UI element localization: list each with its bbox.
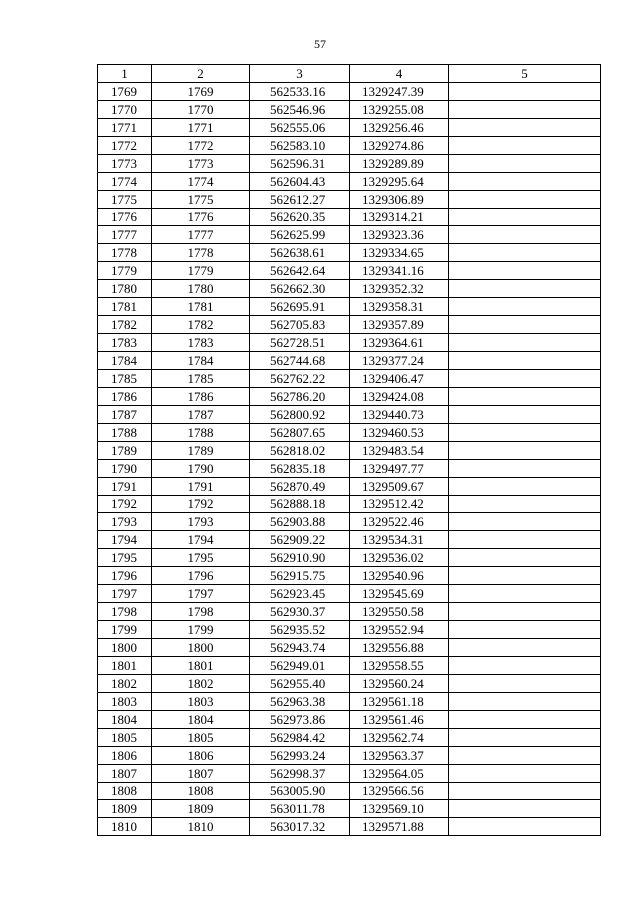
table-cell-col-4: 1329289.89 [350,154,449,172]
table-cell-col-5 [449,621,601,639]
table-row [98,423,601,441]
table-cell-col-1: 1777 [98,226,152,244]
table-cell-col-4: 1329556.88 [350,639,449,657]
table-row [98,244,601,262]
table-cell-col-4: 1329571.88 [350,818,449,836]
table-row [98,82,601,100]
table-cell-col-1: 1782 [98,316,152,334]
table-cell-col-3: 562888.18 [250,495,350,513]
table-cell-col-2: 1784 [152,352,250,370]
table-cell-col-1: 1788 [98,423,152,441]
table-cell-col-2: 1807 [152,764,250,782]
table-cell-col-1: 1778 [98,244,152,262]
table-cell-col-5 [449,190,601,208]
table-cell-col-1: 1771 [98,118,152,136]
table-row [98,585,601,603]
table-cell-col-4: 1329563.37 [350,746,449,764]
table-cell-col-2: 1774 [152,172,250,190]
table-cell-col-1: 1774 [98,172,152,190]
table-cell-col-2: 1783 [152,334,250,352]
table-cell-col-2: 1771 [152,118,250,136]
table-cell-col-5 [449,316,601,334]
table-cell-col-4: 1329255.08 [350,100,449,118]
table-row [98,226,601,244]
table-cell-col-5 [449,531,601,549]
table-cell-col-4: 1329424.08 [350,387,449,405]
table-cell-col-4: 1329440.73 [350,405,449,423]
table-row [98,136,601,154]
table-cell-col-2: 1789 [152,441,250,459]
table-cell-col-2: 1809 [152,800,250,818]
table-cell-col-4: 1329522.46 [350,513,449,531]
table-cell-col-3: 562818.02 [250,441,350,459]
table-cell-col-3: 563017.32 [250,818,350,836]
table-cell-col-5 [449,567,601,585]
table-cell-col-3: 562762.22 [250,369,350,387]
table-cell-col-2: 1776 [152,208,250,226]
table-cell-col-5 [449,369,601,387]
table-row [98,190,601,208]
table-cell-col-4: 1329561.46 [350,710,449,728]
table-cell-col-4: 1329341.16 [350,262,449,280]
table-cell-col-2: 1798 [152,603,250,621]
table-cell-col-1: 1806 [98,746,152,764]
table-cell-col-2: 1805 [152,728,250,746]
table-cell-col-4: 1329247.39 [350,82,449,100]
table-cell-col-1: 1796 [98,567,152,585]
table-cell-col-4: 1329357.89 [350,316,449,334]
table-cell-col-5 [449,764,601,782]
table-cell-col-2: 1794 [152,531,250,549]
table-cell-col-5 [449,226,601,244]
table-cell-col-5 [449,136,601,154]
table-cell-col-4: 1329352.32 [350,280,449,298]
table-cell-col-5 [449,513,601,531]
table-cell-col-3: 562949.01 [250,656,350,674]
table-cell-col-5 [449,387,601,405]
table-cell-col-3: 562695.91 [250,298,350,316]
table-cell-col-2: 1782 [152,316,250,334]
table-cell-col-1: 1800 [98,639,152,657]
table-cell-col-2: 1803 [152,692,250,710]
table-cell-col-3: 562998.37 [250,764,350,782]
table-row [98,298,601,316]
table-cell-col-4: 1329550.58 [350,603,449,621]
table-cell-col-3: 562807.65 [250,423,350,441]
table-cell-col-1: 1784 [98,352,152,370]
table-cell-col-5 [449,280,601,298]
table-cell-col-5 [449,549,601,567]
table-cell-col-4: 1329274.86 [350,136,449,154]
table-cell-col-5 [449,800,601,818]
table-cell-col-2: 1781 [152,298,250,316]
table-cell-col-3: 562638.61 [250,244,350,262]
table-cell-col-3: 562620.35 [250,208,350,226]
table-cell-col-4: 1329358.31 [350,298,449,316]
table-row [98,746,601,764]
table-cell-col-2: 1799 [152,621,250,639]
table-cell-col-2: 1796 [152,567,250,585]
table-cell-col-4: 1329497.77 [350,459,449,477]
table-cell-col-3: 562993.24 [250,746,350,764]
table-cell-col-2: 1770 [152,100,250,118]
table-row [98,172,601,190]
table-cell-col-3: 562744.68 [250,352,350,370]
table-cell-col-2: 1778 [152,244,250,262]
table-cell-col-1: 1770 [98,100,152,118]
table-cell-col-2: 1788 [152,423,250,441]
table-cell-col-5 [449,100,601,118]
table-cell-col-1: 1794 [98,531,152,549]
table-cell-col-3: 562800.92 [250,405,350,423]
table-cell-col-1: 1801 [98,656,152,674]
table-row [98,728,601,746]
table-cell-col-1: 1775 [98,190,152,208]
table-cell-col-2: 1797 [152,585,250,603]
table-cell-col-1: 1780 [98,280,152,298]
table-cell-col-3: 563011.78 [250,800,350,818]
table-cell-col-1: 1791 [98,477,152,495]
table-row [98,118,601,136]
table-cell-col-2: 1779 [152,262,250,280]
table-cell-col-2: 1804 [152,710,250,728]
table-cell-col-2: 1786 [152,387,250,405]
table-cell-col-2: 1795 [152,549,250,567]
table-row [98,208,601,226]
table-cell-col-4: 1329512.42 [350,495,449,513]
table-cell-col-4: 1329314.21 [350,208,449,226]
table-cell-col-2: 1775 [152,190,250,208]
table-cell-col-5 [449,405,601,423]
table-cell-col-3: 562909.22 [250,531,350,549]
table-cell-col-1: 1795 [98,549,152,567]
table-cell-col-4: 1329540.96 [350,567,449,585]
table-cell-col-3: 562923.45 [250,585,350,603]
table-cell-col-3: 562870.49 [250,477,350,495]
table-row [98,674,601,692]
table-cell-col-5 [449,172,601,190]
table-cell-col-1: 1781 [98,298,152,316]
table-row [98,477,601,495]
table-cell-col-1: 1772 [98,136,152,154]
table-cell-col-3: 562662.30 [250,280,350,298]
table-cell-col-3: 562935.52 [250,621,350,639]
table-cell-col-1: 1798 [98,603,152,621]
table-cell-col-4: 1329562.74 [350,728,449,746]
header-row [98,65,601,83]
table-cell-col-3: 562705.83 [250,316,350,334]
table-cell-col-5 [449,495,601,513]
table-cell-col-4: 1329377.24 [350,352,449,370]
table-row [98,764,601,782]
header-col-3: 3 [250,65,350,83]
table-cell-col-3: 562984.42 [250,728,350,746]
table-cell-col-3: 562596.31 [250,154,350,172]
table-cell-col-1: 1786 [98,387,152,405]
table-cell-col-2: 1793 [152,513,250,531]
table-header [98,65,601,83]
table-row [98,334,601,352]
table-cell-col-3: 562642.64 [250,262,350,280]
header-col-5: 5 [449,65,601,83]
table-cell-col-5 [449,82,601,100]
table-cell-col-5 [449,656,601,674]
table-row [98,531,601,549]
table-cell-col-2: 1773 [152,154,250,172]
table-row [98,352,601,370]
table-cell-col-3: 562533.16 [250,82,350,100]
table-cell-col-1: 1783 [98,334,152,352]
table-row [98,782,601,800]
table-cell-col-3: 562910.90 [250,549,350,567]
table-row [98,280,601,298]
table-cell-col-5 [449,441,601,459]
table-cell-col-1: 1769 [98,82,152,100]
coordinates-table [97,64,601,836]
table-cell-col-5 [449,334,601,352]
table-cell-col-3: 562963.38 [250,692,350,710]
table-cell-col-1: 1809 [98,800,152,818]
table-row [98,154,601,172]
table-cell-col-5 [449,423,601,441]
table-cell-col-2: 1780 [152,280,250,298]
table-cell-col-2: 1792 [152,495,250,513]
table-cell-col-5 [449,710,601,728]
table-cell-col-4: 1329406.47 [350,369,449,387]
table-cell-col-3: 562943.74 [250,639,350,657]
table-cell-col-3: 562786.20 [250,387,350,405]
table-cell-col-2: 1808 [152,782,250,800]
table-row [98,800,601,818]
table-cell-col-5 [449,477,601,495]
table-cell-col-2: 1785 [152,369,250,387]
table-cell-col-3: 562583.10 [250,136,350,154]
table-cell-col-5 [449,818,601,836]
table-cell-col-4: 1329483.54 [350,441,449,459]
table-row [98,692,601,710]
table-cell-col-4: 1329460.53 [350,423,449,441]
table-cell-col-5 [449,298,601,316]
table-row [98,441,601,459]
table-cell-col-2: 1772 [152,136,250,154]
table-cell-col-4: 1329295.64 [350,172,449,190]
table-row [98,405,601,423]
header-col-2: 2 [152,65,250,83]
table-cell-col-1: 1807 [98,764,152,782]
table-cell-col-5 [449,352,601,370]
table-cell-col-5 [449,244,601,262]
table-cell-col-1: 1808 [98,782,152,800]
table-row [98,459,601,477]
table-cell-col-5 [449,459,601,477]
table-cell-col-1: 1802 [98,674,152,692]
table-cell-col-5 [449,603,601,621]
header-col-4: 4 [350,65,449,83]
table-cell-col-1: 1803 [98,692,152,710]
table-cell-col-3: 562546.96 [250,100,350,118]
table-cell-col-1: 1797 [98,585,152,603]
table-cell-col-4: 1329560.24 [350,674,449,692]
table-cell-col-1: 1773 [98,154,152,172]
table-cell-col-4: 1329534.31 [350,531,449,549]
table-row [98,262,601,280]
table-cell-col-4: 1329536.02 [350,549,449,567]
table-cell-col-2: 1791 [152,477,250,495]
table-row [98,656,601,674]
table-cell-col-2: 1777 [152,226,250,244]
table-cell-col-1: 1804 [98,710,152,728]
table-cell-col-3: 562625.99 [250,226,350,244]
table-cell-col-3: 562604.43 [250,172,350,190]
table-cell-col-5 [449,692,601,710]
table-cell-col-2: 1801 [152,656,250,674]
table-cell-col-4: 1329323.36 [350,226,449,244]
page-number: 57 [314,37,326,51]
table-cell-col-1: 1790 [98,459,152,477]
table-cell-col-4: 1329558.55 [350,656,449,674]
table-cell-col-3: 562728.51 [250,334,350,352]
table-cell-col-1: 1810 [98,818,152,836]
table-cell-col-1: 1787 [98,405,152,423]
table-row [98,567,601,585]
table-cell-col-3: 562930.37 [250,603,350,621]
table-row [98,603,601,621]
table-cell-col-5 [449,208,601,226]
table-cell-col-3: 563005.90 [250,782,350,800]
table-row [98,818,601,836]
table-cell-col-1: 1776 [98,208,152,226]
table-cell-col-5 [449,639,601,657]
table-cell-col-5 [449,154,601,172]
table-cell-col-3: 562955.40 [250,674,350,692]
table-row [98,369,601,387]
table-cell-col-1: 1799 [98,621,152,639]
table-cell-col-4: 1329545.69 [350,585,449,603]
table-row [98,100,601,118]
table-cell-col-3: 562903.88 [250,513,350,531]
table-cell-col-3: 562835.18 [250,459,350,477]
table-cell-col-4: 1329561.18 [350,692,449,710]
table-cell-col-3: 562612.27 [250,190,350,208]
table-row [98,316,601,334]
table-cell-col-3: 562915.75 [250,567,350,585]
table-cell-col-4: 1329509.67 [350,477,449,495]
table-cell-col-1: 1779 [98,262,152,280]
table-cell-col-4: 1329552.94 [350,621,449,639]
table-cell-col-1: 1789 [98,441,152,459]
table-row [98,513,601,531]
table-cell-col-5 [449,782,601,800]
table-row [98,621,601,639]
table-row [98,639,601,657]
table-cell-col-2: 1802 [152,674,250,692]
table-cell-col-3: 562973.86 [250,710,350,728]
table-row [98,549,601,567]
table-cell-col-5 [449,585,601,603]
table-cell-col-5 [449,728,601,746]
table-cell-col-3: 562555.06 [250,118,350,136]
table-cell-col-4: 1329334.65 [350,244,449,262]
table-cell-col-2: 1769 [152,82,250,100]
table-row [98,387,601,405]
table-cell-col-2: 1810 [152,818,250,836]
table-cell-col-4: 1329256.46 [350,118,449,136]
table-cell-col-4: 1329569.10 [350,800,449,818]
header-col-1: 1 [98,65,152,83]
table-cell-col-1: 1792 [98,495,152,513]
table-cell-col-4: 1329306.89 [350,190,449,208]
table-cell-col-1: 1805 [98,728,152,746]
table-cell-col-2: 1790 [152,459,250,477]
table-cell-col-5 [449,118,601,136]
table-cell-col-1: 1793 [98,513,152,531]
table-cell-col-5 [449,262,601,280]
table-cell-col-2: 1800 [152,639,250,657]
table-body [98,82,601,835]
table-cell-col-5 [449,746,601,764]
table-cell-col-2: 1787 [152,405,250,423]
table-cell-col-4: 1329566.56 [350,782,449,800]
table-cell-col-5 [449,674,601,692]
table-cell-col-4: 1329564.05 [350,764,449,782]
table-row [98,495,601,513]
table-cell-col-2: 1806 [152,746,250,764]
table-row [98,710,601,728]
table-cell-col-4: 1329364.61 [350,334,449,352]
table-cell-col-1: 1785 [98,369,152,387]
